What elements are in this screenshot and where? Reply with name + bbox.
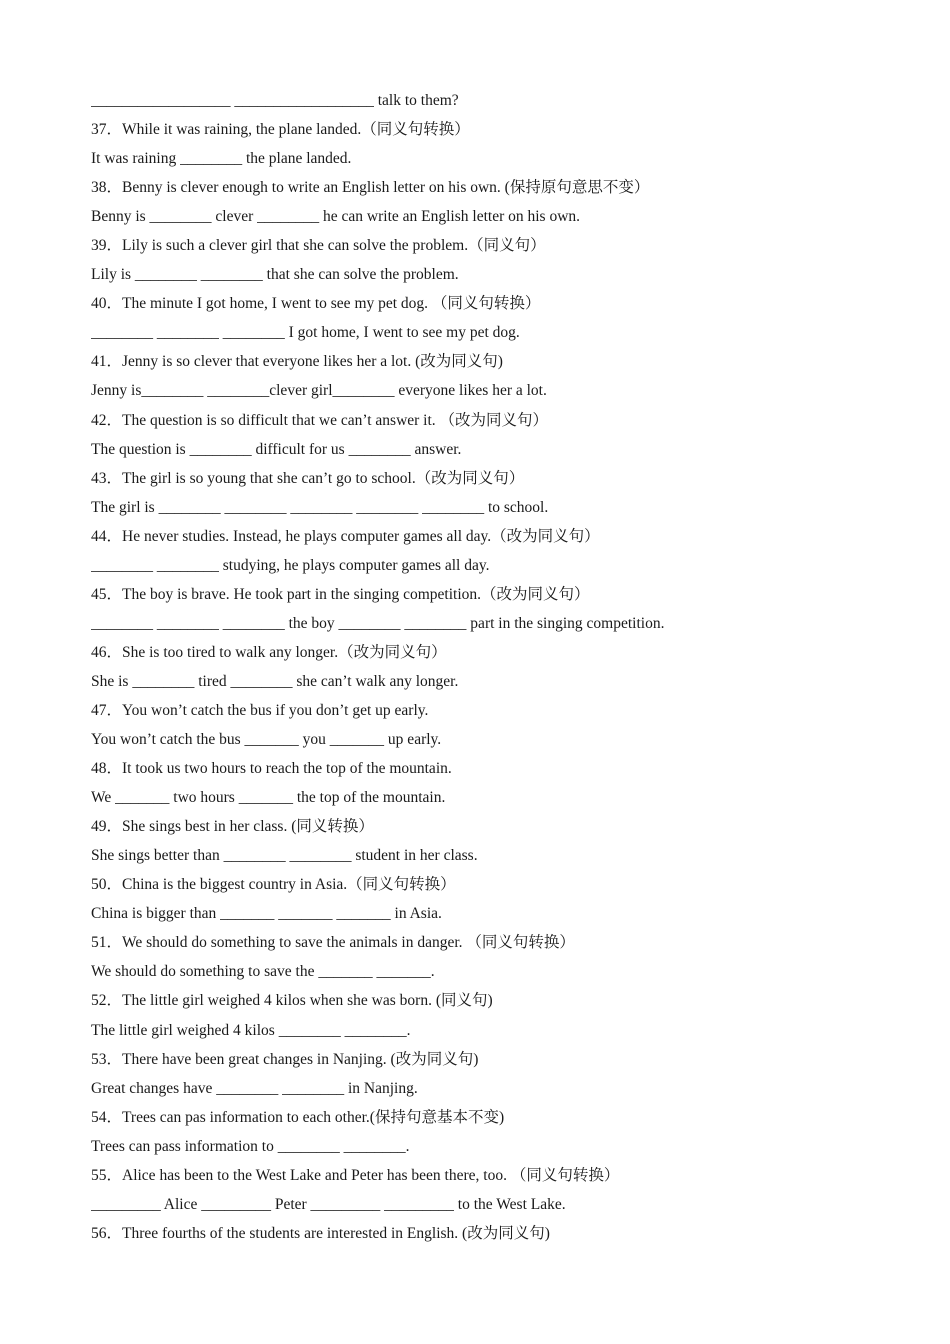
question-49: 49．She sings best in her class. (同义转换）: [91, 818, 374, 836]
answer-line-44: ________ ________ studying, he plays computer games all day.: [91, 556, 490, 574]
answer-line-36: __________________ __________________ talk to them?: [91, 92, 459, 109]
answer-line-49: She sings better than ________ ________ student in her class.: [91, 847, 478, 865]
answer-line-52: The little girl weighed 4 kilos ________ ________.: [91, 1021, 411, 1039]
answer-line-54: Trees can pass information to ________ ________.: [91, 1137, 410, 1155]
answer-line-46: She is ________ tired ________ she can’t walk any longer.: [91, 672, 459, 690]
answer-line-39: Lily is ________ ________ that she can solve the problem.: [91, 266, 459, 284]
question-55: 55．Alice has been to the West Lake and Peter has been there, too. （同义句转换）: [91, 1166, 620, 1184]
question-42: 42．The question is so difficult that we can’t answer it. （改为同义句）: [91, 411, 549, 429]
question-51: 51．We should do something to save the animals in danger. （同义句转换）: [91, 934, 575, 952]
answer-line-40: ________ ________ ________ I got home, I went to see my pet dog.: [91, 324, 520, 342]
answer-line-53: Great changes have ________ ________ in Nanjing.: [91, 1079, 418, 1097]
answer-line-48: We _______ two hours _______ the top of the mountain.: [91, 789, 446, 807]
question-38: 38．Benny is clever enough to write an English letter on his own. (保持原句意思不变）: [91, 179, 650, 197]
answer-line-55: _________ Alice _________ Peter _________ _________ to the West Lake.: [91, 1195, 566, 1213]
question-56: 56．Three fourths of the students are interested in English. (改为同义句): [91, 1224, 550, 1242]
question-44: 44．He never studies. Instead, he plays computer games all day.（改为同义句）: [91, 527, 600, 545]
question-45: 45．The boy is brave. He took part in the singing competition.（改为同义句）: [91, 585, 590, 603]
question-41: 41．Jenny is so clever that everyone likes her a lot. (改为同义句): [91, 353, 503, 371]
question-48: 48．It took us two hours to reach the top of the mountain.: [91, 760, 452, 778]
question-40: 40．The minute I got home, I went to see my pet dog. （同义句转换）: [91, 295, 541, 313]
question-47: 47．You won’t catch the bus if you don’t get up early.: [91, 701, 429, 719]
answer-line-43: The girl is ________ ________ ________ ________ ________ to school.: [91, 498, 549, 516]
answer-line-41: Jenny is________ ________clever girl________ everyone likes her a lot.: [91, 382, 547, 400]
question-54: 54．Trees can pas information to each other.(保持句意基本不变): [91, 1108, 505, 1126]
answer-line-51: We should do something to save the _______ _______.: [91, 963, 435, 981]
question-46: 46．She is too tired to walk any longer.（改为同义句）: [91, 643, 447, 661]
answer-line-50: China is bigger than _______ _______ _______ in Asia.: [91, 905, 442, 923]
answer-line-38: Benny is ________ clever ________ he can write an English letter on his own.: [91, 208, 581, 226]
question-50: 50．China is the biggest country in Asia.（同义句转换）: [91, 876, 456, 894]
question-39: 39．Lily is such a clever girl that she can solve the problem.（同义句）: [91, 237, 546, 255]
question-37: 37．While it was raining, the plane landed.（同义句转换）: [91, 121, 470, 139]
question-52: 52．The little girl weighed 4 kilos when she was born. (同义句): [91, 992, 493, 1010]
question-53: 53．There have been great changes in Nanjing. (改为同义句): [91, 1050, 479, 1068]
exercise-list: [91, 86, 911, 1248]
answer-line-37: It was raining ________ the plane landed.: [91, 150, 352, 168]
answer-line-42: The question is ________ difficult for us ________ answer.: [91, 440, 462, 458]
question-43: 43．The girl is so young that she can’t go to school.（改为同义句）: [91, 469, 525, 487]
answer-line-45: ________ ________ ________ the boy ________ ________ part in the singing competition.: [91, 614, 665, 632]
answer-line-47: You won’t catch the bus _______ you _______ up early.: [91, 731, 442, 749]
